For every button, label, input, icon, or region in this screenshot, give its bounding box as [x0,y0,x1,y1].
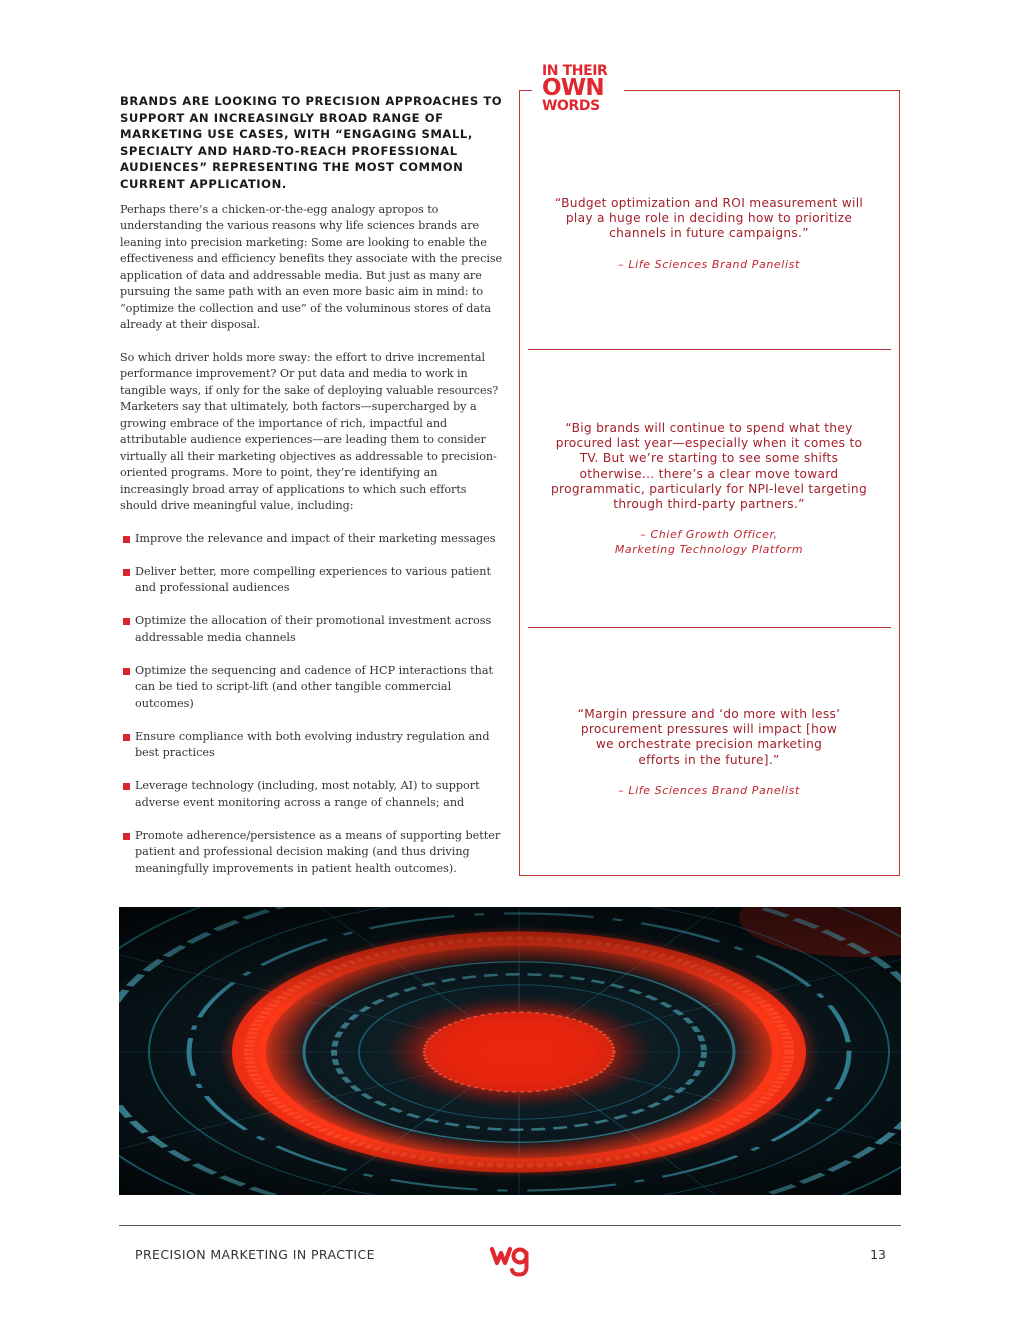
square-bullet-icon [123,618,130,625]
quote-text: “Big brands will continue to spend what they procured last year—especially when it comes to TV. But we’re starting to see some shifts otherwise... there’s a clear move toward programmatic, particularly for NPI-level targeting through third-party partners.” [551,421,867,512]
list-item: Improve the relevance and impact of their marketing messages [120,531,505,548]
square-bullet-icon [123,668,130,675]
quote-divider [528,627,891,628]
quote-block [530,196,888,272]
list-item: Promote adherence/persistence as a means of supporting better patient and professional decision making (and thus driving meaningfully improvements in patient health outcomes). [120,828,505,878]
use-case-list [120,531,505,878]
article-column [120,93,505,894]
quote-block [530,707,888,798]
square-bullet-icon [123,569,130,576]
hero-image [119,907,901,1195]
body-paragraph: Perhaps there’s a chicken-or-the-egg analogy apropos to understanding the various reasons why life sciences brands are leaning into precision marketing: Some are looking to enable the effectiveness and efficiency benefits they associate with the precise application of data and addressable media. But just as many are pursuing the same path with an even more basic aim in mind: to “optimize the collection and use” of the voluminous stores of data already at their disposal. [120,202,503,332]
list-item: Optimize the allocation of their promotional investment across addressable media channels [120,613,505,646]
square-bullet-icon [123,536,130,543]
square-bullet-icon [123,734,130,741]
quote-text: “Budget optimization and ROI measurement will play a huge role in deciding how to prioritize channels in future campaigns.” [554,196,864,241]
quote-block [530,421,888,557]
list-item: Optimize the sequencing and cadence of HCP interactions that can be tied to script-lift (and other tangible commercial outcomes) [120,663,505,713]
footer-title: PRECISION MARKETING IN PRACTICE [135,1247,375,1262]
quote-attribution: – Life Sciences Brand Panelist [618,783,800,797]
radar-target-illustration [119,907,901,1195]
article-headline: BRANDS ARE LOOKING TO PRECISION APPROACHES TO SUPPORT AN INCREASINGLY BROAD RANGE OF MARKETING USE CASES, WITH “ENGAGING SMALL, SPECIALTY AND HARD-TO-REACH PROFESSIONAL AUDIENCES” REPRESENTING THE MOST COMMON CURRENT APPLICATION. [120,94,503,191]
quote-attribution: – Life Sciences Brand Panelist [618,257,800,271]
wg-logo-icon [489,1243,531,1277]
quote-attribution: – Chief Growth Officer, Marketing Technology Platform [614,528,804,557]
square-bullet-icon [123,783,130,790]
quote-text: “Margin pressure and ‘do more with less’ procurement pressures will impact [how we orchestrate precision marketing efforts in the future].” [577,707,841,767]
quote-divider [528,349,891,350]
in-their-own-words-badge: IN THEIR OWN WORDS [532,64,624,113]
footer-divider [119,1225,901,1226]
list-item: Deliver better, more compelling experiences to various patient and professional audiences [120,564,505,597]
page-number: 13 [870,1247,886,1262]
list-item: Ensure compliance with both evolving industry regulation and best practices [120,729,505,762]
list-item: Leverage technology (including, most notably, AI) to support adverse event monitoring across a range of channels; and [120,778,505,811]
body-paragraph: So which driver holds more sway: the effort to drive incremental performance improvement? Or put data and media to work in tangible ways, if only for the sake of deploying valuable resources? Marketers say that ultimately, both factors—supercharged by a growing embrace of the importance of rich, impactful and attributable audience experiences—are leading them to consider virtually all their marketing objectives as addressable to precision-oriented programs. More to point, they’re identifying an increasingly broad array of applications to which such efforts should drive meaningful value, including: [120,350,499,513]
square-bullet-icon [123,833,130,840]
